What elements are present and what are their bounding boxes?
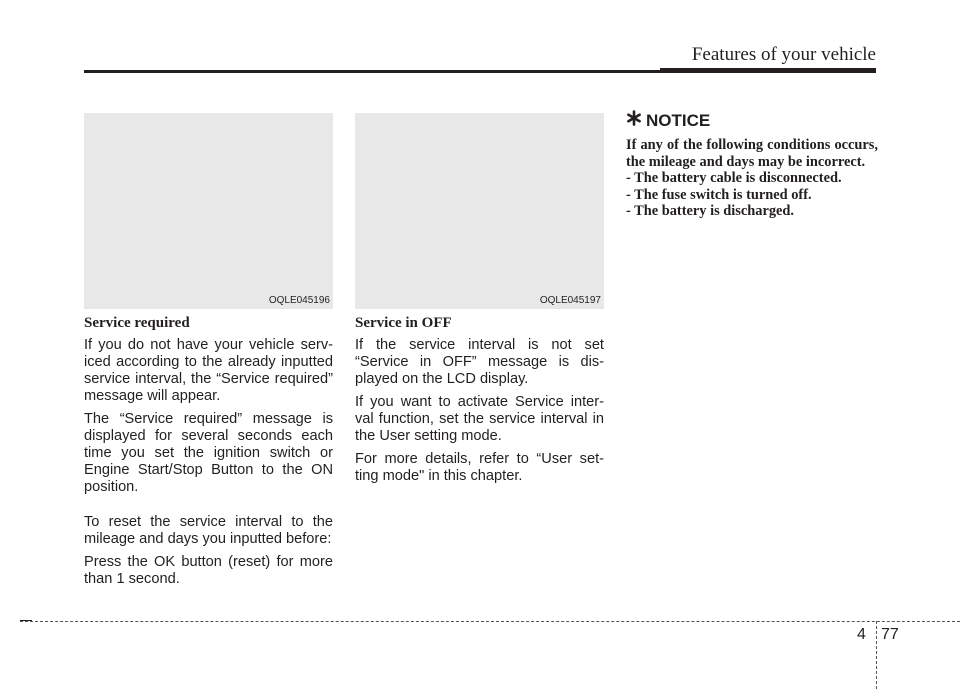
figure-service-required <box>84 113 333 309</box>
section-heading: Service in OFF <box>355 315 452 331</box>
asterisk-icon <box>626 110 642 131</box>
chapter-number: 4 <box>857 626 866 643</box>
page-number: 77 <box>881 626 899 643</box>
notice-item: - The battery cable is disconnected. <box>626 170 842 186</box>
section-heading: Service required <box>84 315 190 331</box>
paragraph: Press the OK button (reset) for more than 1 second. <box>84 554 333 587</box>
notice-intro: If any of the following conditions occurs, the mileage and days may be incorrect. <box>626 137 878 170</box>
header-rule-accent <box>660 68 876 73</box>
page-number-divider <box>876 621 877 689</box>
notice-body <box>626 137 878 220</box>
figure-code: OQLE045196 <box>268 295 330 306</box>
notice-heading <box>626 110 878 131</box>
column-service-required <box>84 315 333 594</box>
notice-title: NOTICE <box>646 110 711 130</box>
paragraph: If you want to activate Service inter-val function, set the service interval in the User setting mode. <box>355 394 604 444</box>
column-service-off <box>355 315 604 491</box>
paragraph: For more details, refer to “User set-ting mode" in this chapter. <box>355 451 604 484</box>
paragraph: If you do not have your vehicle serv-iced according to the already inputted service interval, the “Service required” message will appear. <box>84 337 333 404</box>
notice-item: - The fuse switch is turned off. <box>626 186 812 203</box>
footer-rule <box>20 621 960 622</box>
figure-service-off <box>355 113 604 309</box>
notice-box <box>626 110 878 220</box>
paragraph: The “Service required” message is displayed for several seconds each time you set the ignition switch or Engine Start/Stop Button to the ON position. <box>84 411 333 495</box>
paragraph: To reset the service interval to the mileage and days you inputted before: <box>84 514 333 547</box>
header-title: Features of your vehicle <box>691 44 876 65</box>
figure-code: OQLE045197 <box>539 295 601 306</box>
paragraph: If the service interval is not set “Service in OFF” message is dis-played on the LCD display. <box>355 337 604 387</box>
notice-item: - The battery is discharged. <box>626 203 795 219</box>
